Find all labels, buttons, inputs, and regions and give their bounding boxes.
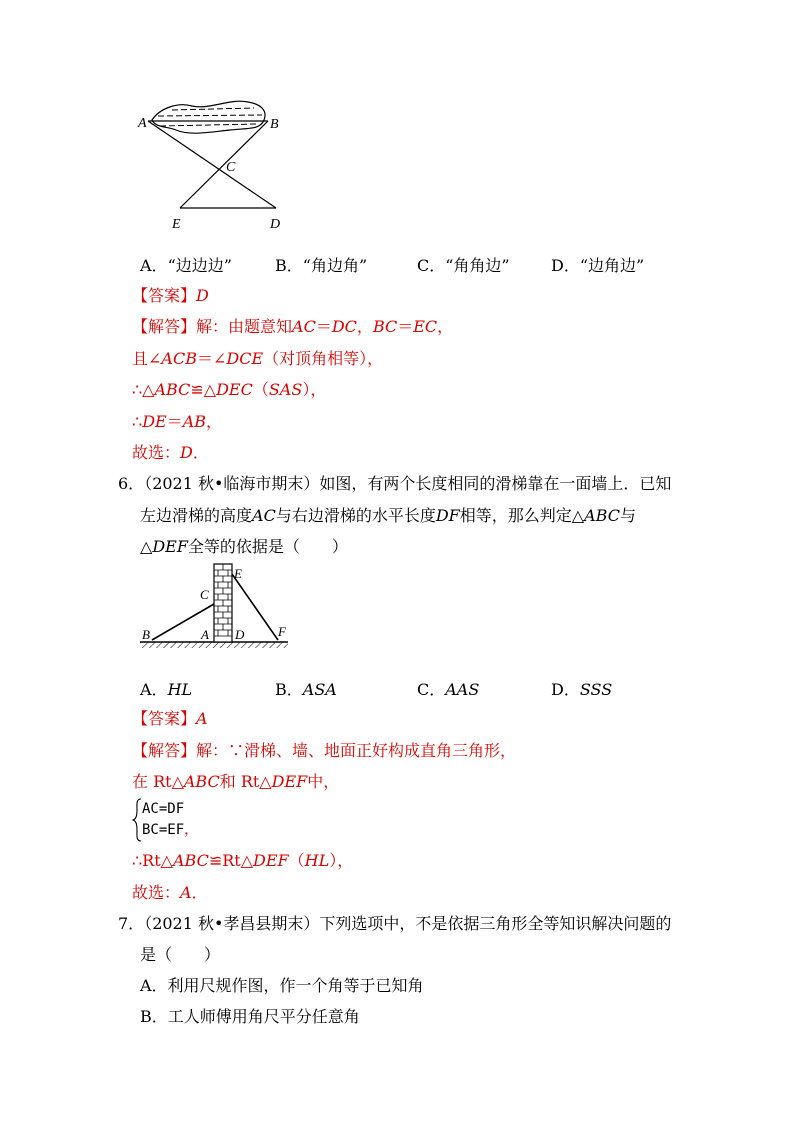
math-cong: ≌Rt△	[208, 851, 254, 870]
question-text: （2021 秋•孝昌县期末）下列选项中，不是依据三角形全等知识解决问题的	[144, 914, 672, 933]
q6-line-1	[118, 473, 671, 495]
segment-ad	[148, 121, 276, 208]
punct: ），	[302, 380, 327, 399]
option-text: HL	[167, 680, 193, 699]
option-letter: D．	[551, 256, 580, 275]
pond-dash-2	[158, 115, 262, 116]
math-sas: SAS	[268, 380, 303, 399]
left-brace-icon	[132, 798, 142, 842]
math-def: DEF	[152, 537, 188, 556]
q6-solution-line-4	[132, 850, 353, 872]
answer-value: D	[196, 286, 209, 305]
solution-text: 解：∵滑梯、墙、地面正好构成直角三角形，	[196, 741, 517, 760]
option-text: “角角边”	[445, 256, 510, 275]
q6-answer	[132, 708, 208, 730]
math-dce: DCE	[226, 349, 264, 368]
option-letter: A．	[140, 256, 168, 275]
solution-text: （对顶角相等），	[263, 349, 384, 368]
solution-text: 故选：	[132, 883, 181, 902]
math-abc: ABC	[584, 506, 620, 525]
q5-option-b	[275, 253, 367, 276]
label-e: E	[234, 566, 242, 581]
option-letter: C．	[417, 680, 446, 699]
q6-solution-line-5	[132, 882, 208, 904]
label-d: D	[235, 627, 245, 642]
option-letter: A．	[140, 680, 168, 699]
q7-option-a: A．利用尺规作图，作一个角等于已知角	[140, 976, 424, 995]
solution-text: 解：由题意知	[196, 317, 293, 336]
math-ac: AC	[252, 506, 276, 525]
option-text: ASA	[302, 680, 337, 699]
q5-option-c	[417, 253, 510, 276]
solution-text: 故选：	[132, 443, 181, 462]
question-text: △	[140, 537, 153, 556]
q6-line-2	[140, 505, 636, 527]
label-e: E	[172, 217, 181, 232]
q5-solution-line-4	[132, 411, 222, 433]
q5-solution-line-5	[132, 442, 209, 464]
question-text: 与右边滑梯的水平长度	[275, 506, 436, 525]
math-hl: HL	[304, 851, 330, 870]
option-text: “边角边”	[579, 256, 645, 275]
punct: ．	[191, 883, 208, 902]
q6-option-b	[275, 677, 337, 700]
q5-answer	[132, 285, 209, 307]
solution-text: ∴△	[132, 380, 155, 399]
solution-tag: 【解答】	[132, 317, 197, 336]
pond-dash-3	[160, 124, 256, 126]
punct: （	[252, 380, 269, 399]
punct: ，	[206, 412, 223, 431]
question-number: 6．	[118, 474, 145, 493]
q6-line-3	[140, 536, 348, 558]
math-def: DEF	[271, 772, 308, 791]
math-bc: BC	[372, 317, 398, 336]
label-a: A	[138, 116, 147, 131]
q6-solution-line-1	[132, 740, 516, 762]
math-cong: ≌△	[190, 380, 217, 399]
math-ac: AC	[292, 317, 316, 336]
question-text: （2021 秋•临海市期末）如图，有两个长度相同的滑梯靠在一面墙上．已知	[144, 474, 672, 493]
math-eq: ＝	[315, 317, 332, 336]
figure-q5-river-triangles	[130, 90, 300, 240]
option-text: “边边边”	[167, 256, 232, 275]
question-number: 7．	[118, 914, 145, 933]
q6-solution-line-2	[132, 771, 339, 793]
question-text: 与	[619, 506, 636, 525]
q5-solution-line-3	[132, 379, 326, 401]
label-a: A	[201, 627, 209, 642]
math-eq: ＝	[397, 317, 414, 336]
math-dc: DC	[331, 317, 357, 336]
math-abc: ABC	[154, 380, 191, 399]
label-b: B	[142, 627, 150, 642]
answer-value: A	[196, 709, 208, 728]
punct: ，	[437, 317, 454, 336]
pond-dash-1	[172, 108, 254, 110]
math-df: DF	[435, 506, 460, 525]
q5-solution-line-2	[132, 348, 383, 370]
math-abc: ABC	[183, 772, 220, 791]
q5-solution-line-1	[132, 316, 453, 338]
answer-tag: 【答案】	[132, 709, 197, 728]
math-eq: ＝∠	[196, 349, 227, 368]
label-b: B	[270, 117, 279, 132]
equation-2-text: BC=EF	[142, 822, 185, 838]
q6-equation-system	[132, 798, 222, 842]
q6-option-c	[417, 677, 479, 700]
math-ab: AB	[182, 412, 207, 431]
punct: ），	[329, 851, 354, 870]
option-letter: D．	[551, 680, 580, 699]
option-letter: B．	[275, 256, 303, 275]
option-letter: C．	[417, 256, 446, 275]
q5-option-d	[551, 253, 644, 276]
q5-option-a	[140, 253, 232, 276]
question-text: 左边滑梯的高度	[140, 506, 253, 525]
label-d: D	[270, 217, 281, 232]
math-dec: DEC	[216, 380, 253, 399]
punct: （	[288, 851, 305, 870]
q7-option-b: B．工人师傅用角尺平分任意角	[140, 1007, 360, 1026]
ground-hatch	[140, 642, 288, 648]
solution-text: ∴	[132, 412, 143, 431]
math-ec: EC	[413, 317, 438, 336]
label-f: F	[278, 624, 286, 639]
label-c: C	[226, 160, 236, 175]
label-c: C	[200, 587, 209, 602]
q7-line-2: 是（ ）	[140, 945, 221, 964]
question-text: 全等的依据是（ ）	[187, 537, 348, 556]
solution-text: ∴Rt△	[132, 851, 173, 870]
equation-1: AC=DF	[142, 801, 185, 817]
solution-text: 在 Rt△	[132, 772, 184, 791]
option-letter: B．	[275, 680, 303, 699]
solution-tag: 【解答】	[132, 741, 197, 760]
math-de: DE	[142, 412, 167, 431]
answer-tag: 【答案】	[132, 286, 197, 305]
option-text: “角边角”	[302, 256, 368, 275]
math-a: A	[180, 883, 192, 902]
punct: ，	[184, 822, 199, 838]
math-d: D	[180, 443, 193, 462]
segment-be	[180, 121, 268, 208]
q6-option-a	[140, 677, 192, 700]
option-text: AAS	[445, 680, 480, 699]
q6-option-d	[551, 677, 612, 700]
math-abc: ABC	[172, 851, 209, 870]
pond-outline	[152, 101, 265, 133]
punct: ．	[192, 443, 209, 462]
solution-text: 和 Rt△	[219, 772, 272, 791]
figure-q6-slides-wall	[138, 560, 298, 660]
punct: ，	[356, 317, 373, 336]
solution-text: 且∠	[132, 349, 162, 368]
question-text: 相等，那么判定△	[459, 506, 585, 525]
equation-2	[142, 820, 198, 840]
math-acb: ACB	[161, 349, 197, 368]
option-text: SSS	[579, 680, 613, 699]
q7-line-1	[118, 913, 671, 935]
solution-text: 中，	[307, 772, 340, 791]
math-eq: ＝	[166, 412, 183, 431]
math-def: DEF	[253, 851, 289, 870]
